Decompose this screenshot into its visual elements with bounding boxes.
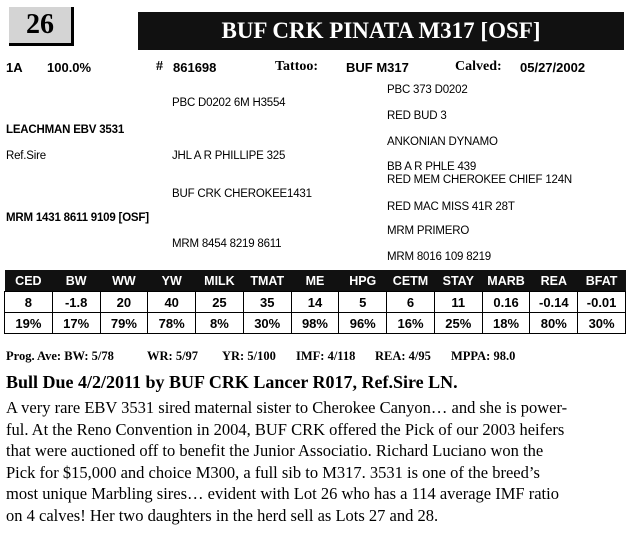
pedigree-ddd: MRM 8016 109 8219 — [387, 251, 492, 263]
epd-percentile-cell: 18% — [482, 313, 530, 334]
epd-header-cell: BW — [52, 270, 100, 292]
progeny-rea: REA: 4/95 — [375, 349, 431, 363]
info-code: 1A — [6, 60, 23, 75]
epd-percentile-cell: 25% — [434, 313, 482, 334]
epd-percentile-cell: 19% — [5, 313, 53, 334]
pedigree-ssd: RED BUD 3 — [387, 110, 447, 122]
epd-header-cell: MILK — [196, 270, 244, 292]
epd-value-cell: 14 — [291, 292, 339, 313]
info-tattoo-label: Tattoo: — [275, 59, 319, 74]
description-line: ful. At the Reno Convention in 2004, BUF CRK offered the Pick of our 2003 heifers — [6, 419, 565, 439]
progeny-imf: IMF: 4/118 — [296, 349, 356, 363]
pedigree-sire: LEACHMAN EBV 3531 — [6, 124, 125, 136]
epd-percentile-cell: 30% — [243, 313, 291, 334]
pedigree-sire-note: Ref.Sire — [6, 150, 46, 162]
epd-percentile-cell: 30% — [578, 313, 626, 334]
epd-value-cell: 35 — [243, 292, 291, 313]
epd-percentile-cell: 17% — [52, 313, 100, 334]
epd-percentile-cell: 79% — [100, 313, 148, 334]
description-line: A very rare EBV 3531 sired maternal sister to Cherokee Canyon… and she is power- — [6, 398, 568, 417]
info-calved: 05/27/2002 — [520, 60, 586, 75]
pedigree-ss: PBC D0202 6M H3554 — [172, 97, 286, 109]
epd-percentile-cell: 98% — [291, 313, 339, 334]
epd-header-cell: CED — [5, 270, 53, 292]
epd-header-row — [5, 270, 626, 292]
description-line: Pick for $15,000 and choice M300, a full sib to M317. 3531 is one of the breed’s — [6, 462, 540, 482]
epd-value-cell: -0.14 — [530, 292, 578, 313]
description-line: that were auctioned off to benefit the Junior Associatio. Richard Luciano won the — [6, 441, 544, 460]
epd-percentile-cell: 78% — [148, 313, 196, 334]
epd-value-cell: 40 — [148, 292, 196, 313]
pedigree-dd: MRM 8454 8219 8611 — [172, 238, 282, 250]
pedigree-dam: MRM 1431 8611 9109 [OSF] — [6, 212, 149, 224]
epd-header-cell: BFAT — [578, 270, 626, 292]
pedigree-sdd: BB A R PHLE 439 — [387, 161, 477, 173]
pedigree-sd: JHL A R PHILLIPE 325 — [172, 150, 286, 162]
epd-value-cell: 6 — [387, 292, 435, 313]
pedigree-ds: BUF CRK CHEROKEE1431 — [172, 188, 312, 200]
epd-header-cell: YW — [148, 270, 196, 292]
epd-value-cell: 0.16 — [482, 292, 530, 313]
epd-header-cell: CETM — [387, 270, 435, 292]
epd-header-cell: REA — [530, 270, 578, 292]
epd-value-cell: 11 — [434, 292, 482, 313]
epd-percentile-cell: 8% — [196, 313, 244, 334]
epd-value-cell: -1.8 — [52, 292, 100, 313]
animal-name: BUF CRK PINATA M317 [OSF] — [138, 12, 624, 50]
epd-header-cell: WW — [100, 270, 148, 292]
pedigree-dss: RED MEM CHEROKEE CHIEF 124N — [387, 174, 573, 186]
epd-value-cell: 25 — [196, 292, 244, 313]
info-calved-label: Calved: — [455, 59, 502, 74]
info-reg-label: # — [156, 59, 163, 74]
lot-number: 26 — [9, 7, 74, 46]
info-percent: 100.0% — [47, 60, 92, 75]
epd-value-cell: -0.01 — [578, 292, 626, 313]
info-tattoo: BUF M317 — [346, 60, 409, 75]
epd-header-cell: HPG — [339, 270, 387, 292]
epd-header-cell: STAY — [434, 270, 482, 292]
pedigree-dsd: RED MAC MISS 41R 28T — [387, 201, 515, 213]
headline: Bull Due 4/2/2011 by BUF CRK Lancer R017, Ref.Sire LN. — [6, 372, 458, 392]
info-reg: 861698 — [173, 60, 217, 75]
epd-value-row — [5, 292, 626, 313]
epd-value-cell: 20 — [100, 292, 148, 313]
pedigree-dds: MRM PRIMERO — [387, 225, 470, 237]
description-line: on 4 calves! Her two daughters in the herd sell as Lots 27 and 28. — [6, 505, 439, 525]
progeny-mppa: MPPA: 98.0 — [451, 349, 516, 363]
epd-percentile-cell: 80% — [530, 313, 578, 334]
epd-header-cell: TMAT — [243, 270, 291, 292]
epd-percentile-cell: 96% — [339, 313, 387, 334]
epd-value-cell: 5 — [339, 292, 387, 313]
epd-value-cell: 8 — [5, 292, 53, 313]
description — [6, 397, 628, 526]
progeny-wr: WR: 5/97 — [147, 349, 199, 363]
progeny-yr: YR: 5/100 — [222, 349, 276, 363]
progeny-bw: Prog. Ave: BW: 5/78 — [6, 349, 114, 363]
description-line: most unique Marbling sires… evident with Lot 26 who has a 114 average IMF ratio — [6, 484, 559, 503]
epd-table — [4, 270, 626, 334]
epd-header-cell: MARB — [482, 270, 530, 292]
epd-percentile-row — [5, 313, 626, 334]
epd-header-cell: ME — [291, 270, 339, 292]
pedigree-sss: PBC 373 D0202 — [387, 84, 468, 96]
epd-percentile-cell: 16% — [387, 313, 435, 334]
pedigree-sds: ANKONIAN DYNAMO — [387, 136, 498, 148]
